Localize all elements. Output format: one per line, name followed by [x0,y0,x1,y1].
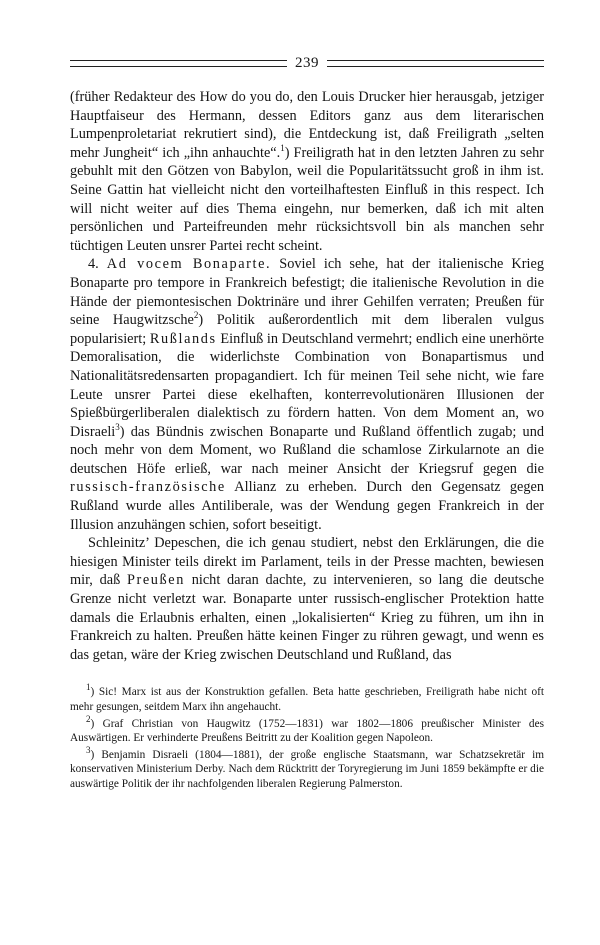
section-heading: Ad vocem Bonaparte. [106,256,272,273]
header-rule-right [327,60,544,67]
paragraph-2-text-d: ) das Bündnis zwischen Bonaparte und Rußland öffentlich zugab; und noch mehr von dem Moment, wo Rußland die schamlose Zirkularnote an die deutschen Höfe erließ, war nach meiner Ansicht der Kriegsruf gegen die [70,423,544,477]
paragraph-2-text-e: Allianz zu erheben. Durch den Gegensatz gegen Rußland wurde alles Antiliberale, was der Wendung gegen Frankreich in der Illusion anzuhängen schien, sofort beseitigt. [70,479,544,533]
footnote-2 [70,713,544,746]
paragraph-1-text: (früher Redakteur des How do you do, den Louis Drucker hier herausgab, jetziger Hauptfaiseur des Hermann, dessen Editors ganz aus dem literarischen Lumpenproletariat rekrutiert sind), die Entdeckung ist, daß Freiligrath „selten mehr Jungheit“ ich „ihn anhauchte“. [70,89,544,161]
page-number: 239 [295,54,319,71]
footnote-separator [70,676,544,677]
section-number: 4. [88,256,99,273]
paragraph-2-text-b: ) Politik außerordentlich mit dem liberalen vulgus popularisiert; [70,312,545,347]
page-header [70,52,544,74]
paragraph-2-text-c: Einfluß in Deutschland vermehrt; endlich eine unerhörte Demoralisation, die widerlichste Combination von Bonapartismus und Nationalitätsredensarten propagandiert. Ich für meinen Teil sehe nicht, wie fare Leute unsrer Partei diese ekelhaften, konterrevolutionären Illusionen der Spießbürgerliberalen dialektisch zu fördern hatten. Von dem Moment an, wo Disraeli [70,330,544,440]
footnote-2-text: ) Graf Christian von Haugwitz (1752—1831) war 1802—1806 preußischer Minister des Auswärtigen. Er verhinderte Preußens Beitritt zu der Koalition gegen Napoleon. [70,717,544,745]
paragraph-1 [70,88,544,255]
footnote-ref-1: 1 [280,143,285,154]
paragraph-3 [70,534,544,664]
header-rule-left [70,60,287,67]
main-text [70,88,544,664]
paragraph-2-text-a: Soviel ich sehe, hat der italienische Krieg Bonaparte pro tempore in Frankreich befestigt; die italienische Revolution in die Hände der piemontesischen Doktrinäre und ihrer Gehilfen verraten; Preußen für seine Haugwitzsche [70,256,544,329]
paragraph-1-tail: ) Freiligrath hat in den letzten Jahren zu sehr gebuhlt mit den Götzen von Babylon, weil die Popularitätssucht groß in ihm ist. Seine Gattin hat vielleicht nicht den vorteilhaftesten Einfluß in this respect. Ich will nicht weiter auf dies Thema eingehn, nur bemerken, daß ich mit alten persönlichen und Parteifreunden mehr rücksichtsvoll bin als manchen sehr tüchtigen Leuten unsrer Partei recht scheint. [70,144,544,254]
footnote-ref-3: 3 [115,421,120,432]
footnotes [70,682,544,791]
emphasis-russland: Rußlands [149,330,217,347]
footnote-ref-2: 2 [193,310,199,321]
book-page [70,52,544,932]
footnote-1-text: ) Sic! Marx ist aus der Konstruktion gefallen. Beta hatte geschrieben, Freiligrath habe nicht oft mehr gesungen, seitdem Marx ihn angehaucht. [70,686,544,713]
paragraph-3-text-a: Schleinitz’ Depeschen, die ich genau studiert, nebst den Erklärungen, die die hiesigen Minister teils direkt im Parlament, teils in der Presse machten, bewiesen mir, daß [70,535,544,589]
footnote-1 [70,682,544,714]
footnote-3 [70,745,544,792]
footnote-mark-3: 3 [86,745,91,756]
footnote-3-text: ) Benjamin Disraeli (1804—1881), der große englische Staatsmann, war Schatzsekretär im konservativen Ministerium Derby. Nach dem Rücktritt der Toryregierung im Juni 1859 bekämpfte er die auswärtige Politik der ihr nachfolgenden liberalen Regierung Palmerston. [70,748,544,790]
emphasis-preussen: Preußen [126,572,185,589]
paragraph-2 [70,255,544,534]
emphasis-alliance: russisch-französische [70,479,226,496]
footnote-mark-2: 2 [86,713,91,724]
paragraph-3-text-b: nicht daran dachte, zu intervenieren, so lang die deutsche Grenze nicht verletzt war. Bonaparte unter russisch-englischer Protektion hatte damals die Erlaubnis erhalten, einen „lokalisierten“ Krieg zu führen, um ihn in Frankreich zu halten. Preußen hätte keinen Finger zu rühren gewagt, und wenn es das getan, wäre der Krieg zwischen Deutschland und Rußland, das [70,572,544,663]
footnote-mark-1: 1 [86,682,91,693]
